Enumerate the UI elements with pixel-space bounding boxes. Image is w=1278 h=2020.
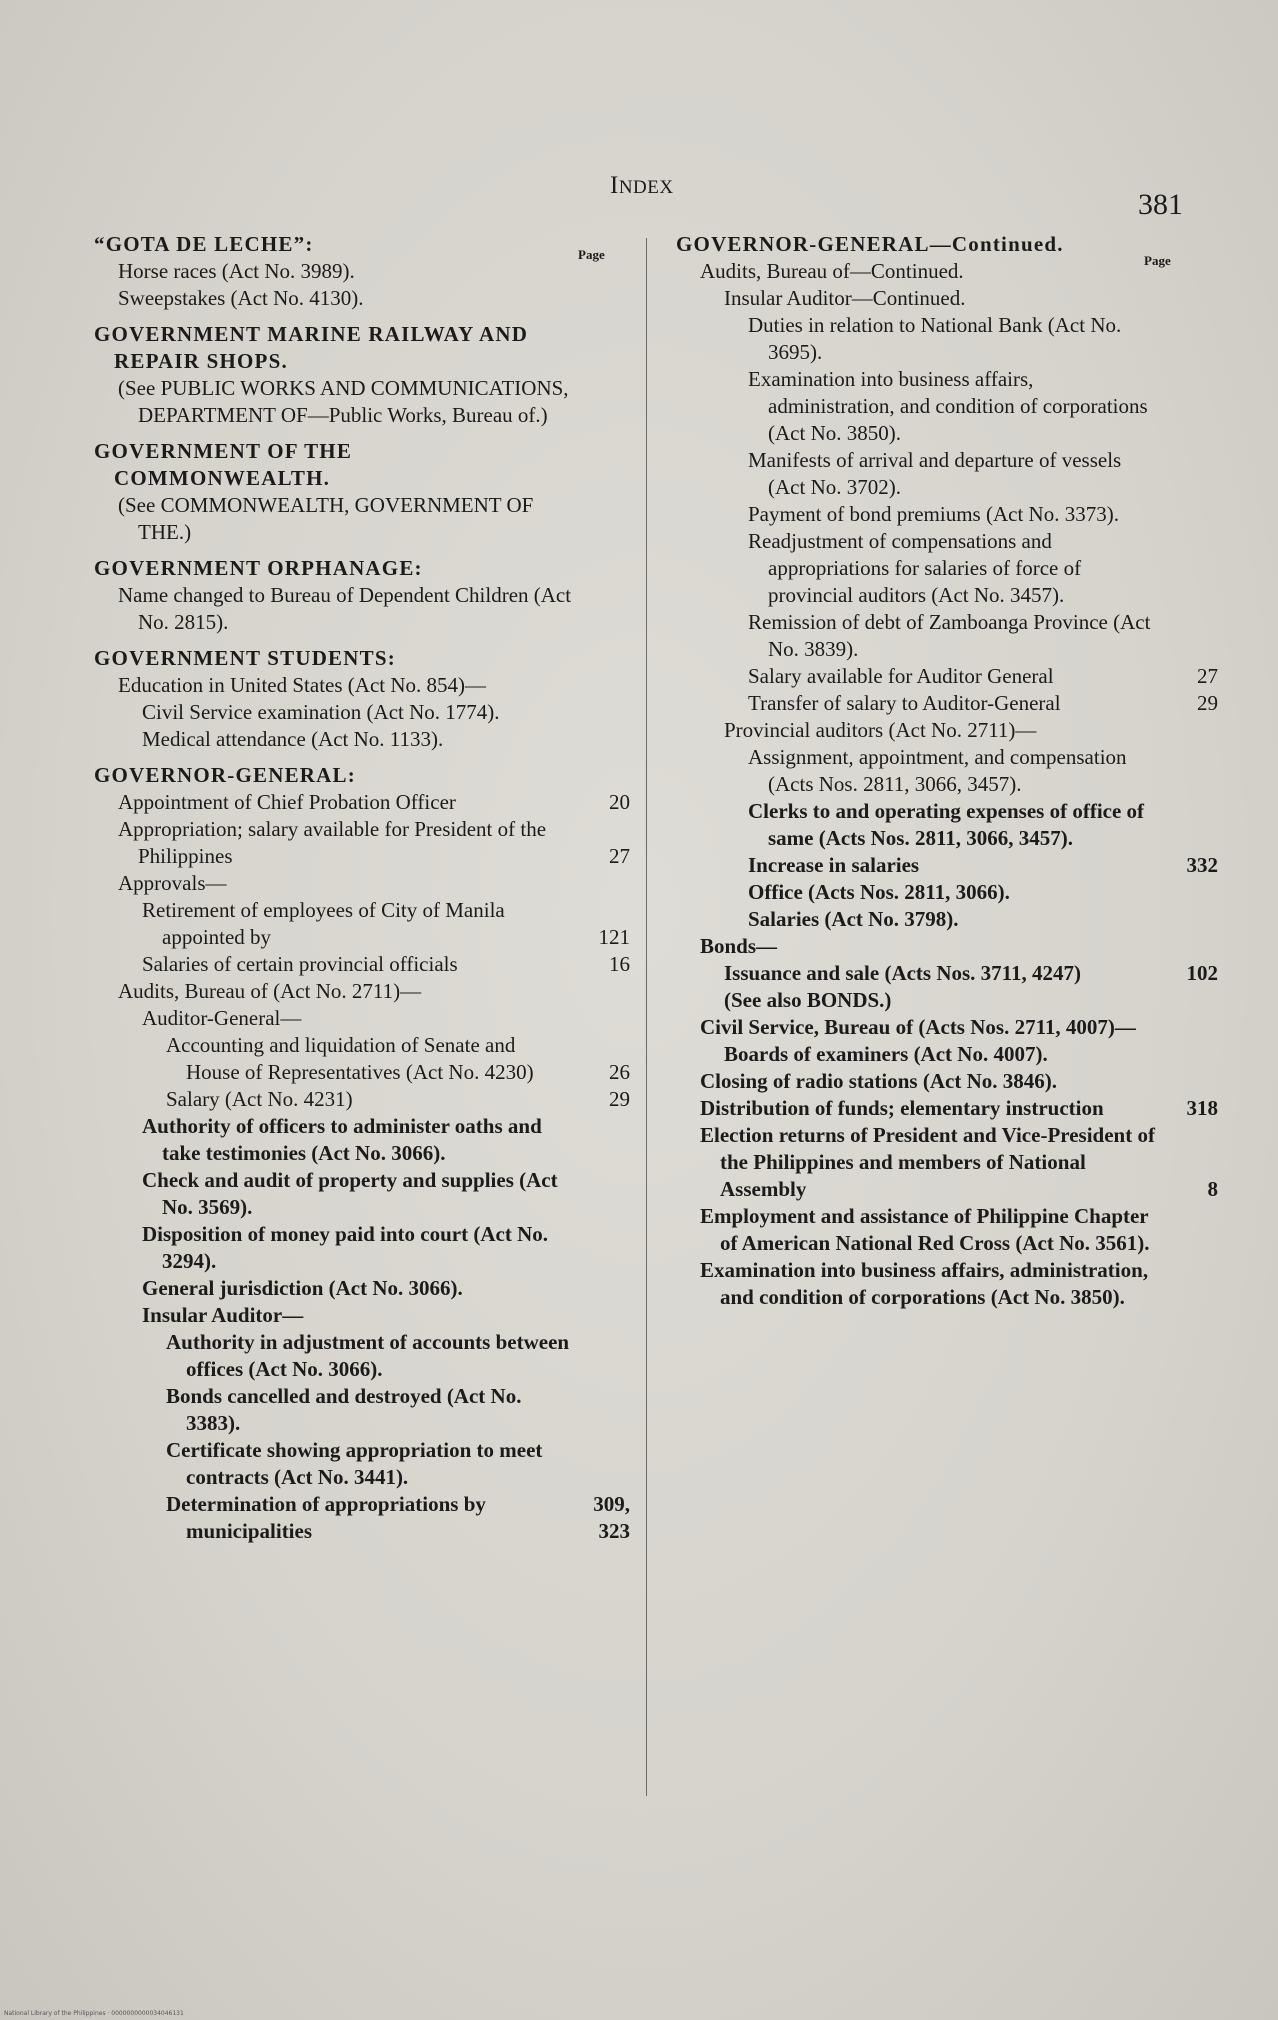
index-heading [94,555,630,582]
index-entry [748,663,1218,690]
index-entry [748,366,1218,447]
column-divider [646,238,647,1796]
index-entry [700,1014,1218,1041]
entry-text: Medical attendance (Act No. 1133). [142,727,444,751]
page-reference: 102 [1186,961,1218,985]
entry-text: Authority in adjustment of accounts between offices (Act No. 3066). [166,1330,570,1381]
index-entry [700,258,1218,285]
entry-text: Audits, Bureau of (Act No. 2711)— [118,979,422,1003]
index-entry [700,1257,1218,1311]
entry-text: Payment of bond premiums (Act No. 3373). [748,502,1119,526]
entry-text: Election returns of President and Vice-President of the Philippines and members of National Assembly [700,1123,1155,1201]
index-entry [748,528,1218,609]
index-entry [724,717,1218,744]
entry-text: Education in United States (Act No. 854)— [118,673,487,697]
entry-text: Boards of examiners (Act No. 4007). [724,1042,1048,1066]
index-entry [142,1005,630,1032]
entry-text: Insular Auditor— [142,1303,304,1327]
index-entry [142,1167,630,1221]
index-entry [748,852,1218,879]
page-reference: 27 [1197,664,1218,688]
page-reference: 318 [1186,1096,1218,1120]
page-reference: 29 [609,1087,630,1111]
index-entry [118,492,630,546]
entry-text: Bonds cancelled and destroyed (Act No. 3383). [166,1384,522,1435]
entry-text: Distribution of funds; elementary instruction [700,1096,1104,1120]
entry-text: (See PUBLIC WORKS AND COMMUNICATIONS, DEPARTMENT OF—Public Works, Bureau of.) [118,376,569,427]
entry-text: Disposition of money paid into court (Act No. 3294). [142,1222,549,1273]
entry-text: GOVERNMENT MARINE RAILWAY AND REPAIR SHOPS. [94,322,529,373]
index-heading [676,231,1218,258]
index-entry [748,690,1218,717]
entry-text: Retirement of employees of City of Manila appointed by [142,898,505,949]
page-reference: 309, 323 [593,1492,630,1543]
index-entry [748,501,1218,528]
entry-text: Assignment, appointment, and compensation (Acts Nos. 2811, 3066, 3457). [748,745,1127,796]
entry-text: Increase in salaries [748,853,920,877]
index-entry [700,1068,1218,1095]
index-entry [142,951,630,978]
index-entry [748,879,1218,906]
index-entry [118,375,630,429]
entry-text: Civil Service examination (Act No. 1774). [142,700,500,724]
index-entry [166,1383,630,1437]
index-entry [118,978,630,1005]
entry-text: Approvals— [118,871,227,895]
entry-text: Duties in relation to National Bank (Act No. 3695). [748,313,1122,364]
entry-text: (See COMMONWEALTH, GOVERNMENT OF THE.) [118,493,534,544]
entry-text: Examination into business affairs, administration, and condition of corporations (Act No. 3850). [748,367,1148,445]
running-head-initial: I [610,172,619,199]
entry-text: Authority of officers to administer oaths and take testimonies (Act No. 3066). [142,1114,542,1165]
entry-text: Appropriation; salary available for President of the Philippines [118,817,547,868]
entry-text: Certificate showing appropriation to meet contracts (Act No. 3441). [166,1438,543,1489]
index-entry [724,987,1218,1014]
index-heading [94,321,630,375]
index-entry [748,447,1218,501]
index-entry [748,744,1218,798]
index-entry [118,672,630,699]
index-entry [748,798,1218,852]
index-entry [166,1329,630,1383]
running-head-rest: NDEX [618,177,674,198]
page-reference: 20 [609,790,630,814]
entry-text: (See also BONDS.) [724,988,892,1012]
index-entry [118,789,630,816]
entry-text: GOVERNMENT OF THE COMMONWEALTH. [94,439,353,490]
entry-text: GOVERNMENT STUDENTS: [94,646,396,670]
index-entry [118,816,630,870]
entry-text: Accounting and liquidation of Senate and House of Representatives (Act No. 4230) [166,1033,534,1084]
page-column-label: Page [1144,253,1171,268]
entry-text: Name changed to Bureau of Dependent Children (Act No. 2815). [118,583,572,634]
entry-text: Salaries (Act No. 3798). [748,907,959,931]
entry-text: Audits, Bureau of—Continued. [700,259,964,283]
entry-text: Salaries of certain provincial officials [142,952,458,976]
index-entry [142,1302,630,1329]
index-entry [700,1203,1218,1257]
page-reference: 29 [1197,691,1218,715]
index-entry [166,1032,630,1086]
page-reference: 121 [598,925,630,949]
index-entry [748,312,1218,366]
index-entry [700,1122,1218,1203]
entry-text: Remission of debt of Zamboanga Province (Act No. 3839). [748,610,1151,661]
index-entry [142,1275,630,1302]
index-entry [724,285,1218,312]
index-entry [142,1221,630,1275]
index-heading [94,762,630,789]
entry-text: Clerks to and operating expenses of office of same (Acts Nos. 2811, 3066, 3457). [748,799,1145,850]
index-column-left [94,222,630,1545]
entry-text: GOVERNOR-GENERAL: [94,763,356,787]
entry-text: Manifests of arrival and departure of vessels (Act No. 3702). [748,448,1122,499]
entry-text: Provincial auditors (Act No. 2711)— [724,718,1037,742]
entry-text: Auditor-General— [142,1006,302,1030]
index-entry [142,699,630,726]
entry-text: Transfer of salary to Auditor-General [748,691,1061,715]
entry-text: “GOTA DE LECHE”: [94,232,314,256]
entry-text: Determination of appropriations by municipalities [166,1492,486,1543]
library-stamp: National Library of the Philippines · 0000000000034046131 [4,2010,184,2017]
index-entry [748,906,1218,933]
entry-text: Sweepstakes (Act No. 4130). [118,286,364,310]
running-head [610,172,674,200]
entry-text: Office (Acts Nos. 2811, 3066). [748,880,1010,904]
entry-text: Examination into business affairs, administration, and condition of corporations (Act No. 3850). [700,1258,1149,1309]
index-heading [94,645,630,672]
entry-text: Insular Auditor—Continued. [724,286,966,310]
index-entry [166,1086,630,1113]
index-entry [142,1113,630,1167]
entry-text: Issuance and sale (Acts Nos. 3711, 4247) [724,961,1082,985]
page-reference: 8 [1207,1177,1218,1201]
entry-text: Employment and assistance of Philippine Chapter of American National Red Cross (Act No. 3561). [700,1204,1150,1255]
index-entry [142,897,630,951]
index-entry [118,285,630,312]
entry-text: Check and audit of property and supplies (Act No. 3569). [142,1168,558,1219]
index-entry [118,258,630,285]
index-heading [94,438,630,492]
page-reference: 16 [609,952,630,976]
index-entry [142,726,630,753]
entry-text: Bonds— [700,934,778,958]
entry-text: GOVERNOR-GENERAL—Continued. [676,232,1064,256]
index-entry [166,1491,630,1545]
entry-text: Salary (Act No. 4231) [166,1087,353,1111]
page-reference: 26 [609,1060,630,1084]
entry-text: Readjustment of compensations and appropriations for salaries of force of provincial auditors (Act No. 3457). [748,529,1082,607]
index-entry [724,1041,1218,1068]
entry-text: Horse races (Act No. 3989). [118,259,355,283]
index-column-right [676,222,1218,1311]
page-reference: 332 [1186,853,1218,877]
index-heading [94,231,630,258]
index-entry [118,870,630,897]
index-entry [724,960,1218,987]
index-entry [748,609,1218,663]
entry-text: General jurisdiction (Act No. 3066). [142,1276,463,1300]
page-column-label: Page [578,247,605,262]
index-entry [700,1095,1218,1122]
index-entry [700,933,1218,960]
page-number: 381 [1138,188,1183,221]
entry-text: GOVERNMENT ORPHANAGE: [94,556,423,580]
entry-text: Closing of radio stations (Act No. 3846). [700,1069,1057,1093]
page-reference: 27 [609,844,630,868]
index-entry [166,1437,630,1491]
entry-text: Appointment of Chief Probation Officer [118,790,456,814]
entry-text: Salary available for Auditor General [748,664,1054,688]
index-entry [118,582,630,636]
entry-text: Civil Service, Bureau of (Acts Nos. 2711, 4007)— [700,1015,1136,1039]
